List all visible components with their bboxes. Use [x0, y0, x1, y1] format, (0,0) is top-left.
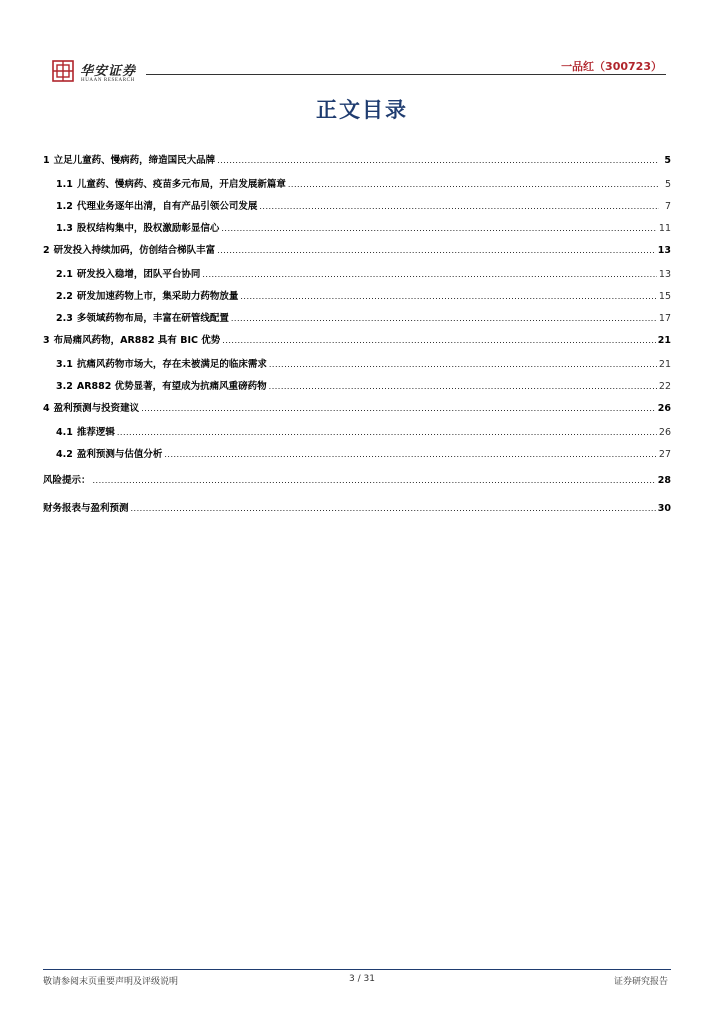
toc-entry-label: 股权结构集中，股权激励彰显信心: [76, 223, 220, 234]
toc-entry-page: 7: [664, 201, 671, 212]
toc-entry[interactable]: [43, 152, 671, 168]
toc-dot-leader: [240, 292, 657, 301]
toc-dot-leader: [259, 202, 659, 211]
toc-entry[interactable]: [43, 472, 671, 488]
toc-entry[interactable]: [56, 424, 671, 440]
footer-report-type: 证券研究报告: [613, 977, 668, 987]
toc-dot-leader: [221, 224, 657, 233]
logo-brand-cn: 华安证券: [80, 64, 137, 79]
toc-entry-page: 21: [658, 359, 671, 370]
toc-entry-label: 研发加速药物上市，集采助力药物放量: [76, 291, 239, 302]
toc-entry-page: 26: [658, 427, 671, 438]
toc-dot-leader: [202, 270, 657, 279]
toc-entry-label: 推荐逻辑: [76, 427, 115, 438]
page-number: 3 / 31: [349, 974, 375, 984]
company-logo: [52, 60, 152, 86]
toc-entry-page: 28: [657, 475, 671, 486]
toc-dot-leader: [164, 450, 657, 459]
toc-entry-page: 11: [658, 223, 671, 234]
toc-entry-number: 3.1: [56, 359, 73, 370]
toc-entry-label: 立足儿童药、慢病药，缔造国民大品牌: [53, 155, 216, 166]
toc-entry[interactable]: [56, 176, 671, 192]
toc-dot-leader: [222, 336, 655, 345]
toc-dot-leader: [269, 360, 657, 369]
toc-entry-label: 多领域药物布局，丰富在研管线配置: [76, 313, 229, 324]
toc-entry-page: 30: [657, 503, 671, 514]
toc-entry-number: 1.2: [56, 201, 73, 212]
toc-entry-page: 5: [664, 179, 671, 190]
toc-entry-page: 5: [664, 155, 671, 166]
toc-entry[interactable]: [43, 500, 671, 516]
toc-entry-label: 研发投入持续加码，仿创结合梯队丰富: [53, 245, 216, 256]
toc-entry[interactable]: [43, 332, 671, 348]
toc-entry-number: 3: [43, 335, 50, 346]
toc-entry[interactable]: [56, 446, 671, 462]
toc-entry-number: 1.3: [56, 223, 73, 234]
toc-entry[interactable]: [56, 266, 671, 282]
toc-entry-label: 盈利预测与估值分析: [76, 449, 163, 460]
toc-dot-leader: [93, 476, 656, 485]
toc-entry[interactable]: [56, 198, 671, 214]
toc-entry-number: 2: [43, 245, 50, 256]
toc-entry-label: 布局痛风药物，AR882 具有 BIC 优势: [53, 335, 221, 346]
toc-entry-label: 盈利预测与投资建议: [53, 403, 140, 414]
footer-disclaimer: 敬请参阅末页重要声明及评级说明: [43, 977, 179, 987]
page-header: [52, 56, 666, 86]
toc-entry-number: 4: [43, 403, 50, 414]
toc-entry-number: 4.2: [56, 449, 73, 460]
toc-entry-label: 代理业务逐年出清，自有产品引领公司发展: [76, 201, 258, 212]
toc-entry-page: 21: [657, 335, 671, 346]
toc-entry-number: 4.1: [56, 427, 73, 438]
toc-entry[interactable]: [43, 400, 671, 416]
toc-entry-number: 3.2: [56, 381, 73, 392]
toc-entry-number: 2.3: [56, 313, 73, 324]
toc-entry-page: 27: [658, 449, 671, 460]
toc-dot-leader: [231, 314, 657, 323]
toc-entry-number: 2.2: [56, 291, 73, 302]
toc-entry[interactable]: [56, 378, 671, 394]
toc-entry-page: 13: [657, 245, 671, 256]
toc-entry-label: 儿童药、慢病药、疫苗多元布局，开启发展新篇章: [76, 179, 286, 190]
toc-dot-leader: [131, 504, 656, 513]
toc-dot-leader: [141, 404, 656, 413]
company-name: 一品红（300723）: [561, 60, 662, 73]
footer-divider: [43, 969, 671, 970]
toc-entry-label: 抗痛风药物市场大，存在未被满足的临床需求: [76, 359, 267, 370]
toc-entry-page: 13: [658, 269, 671, 280]
toc-dot-leader: [217, 156, 659, 165]
toc-entry-page: 15: [658, 291, 671, 302]
toc-entry-number: 2.1: [56, 269, 73, 280]
toc-entry[interactable]: [56, 356, 671, 372]
toc-entry[interactable]: [56, 310, 671, 326]
huaan-logo-icon: [52, 60, 74, 82]
toc-dot-leader: [117, 428, 657, 437]
toc-dot-leader: [269, 382, 657, 391]
toc-entry-page: 17: [658, 313, 671, 324]
toc-entry-label: 风险提示：: [43, 475, 91, 486]
toc-entry-number: 1: [43, 155, 50, 166]
toc-entry-label: AR882 优势显著，有望成为抗痛风重磅药物: [76, 381, 267, 392]
toc-entry[interactable]: [56, 220, 671, 236]
logo-brand-en: HUAAN RESEARCH: [81, 78, 135, 83]
toc-entry[interactable]: [56, 288, 671, 304]
toc-entry-number: 1.1: [56, 179, 73, 190]
toc-entry[interactable]: [43, 242, 671, 258]
header-divider: [146, 74, 666, 75]
toc-entry-label: 研发投入稳增，团队平台协同: [76, 269, 201, 280]
page-title: 正文目录: [316, 97, 408, 122]
toc-dot-leader: [288, 180, 659, 189]
toc-entry-page: 22: [658, 381, 671, 392]
toc-entry-label: 财务报表与盈利预测: [43, 503, 129, 514]
toc-dot-leader: [217, 246, 656, 255]
toc-entry-page: 26: [657, 403, 671, 414]
